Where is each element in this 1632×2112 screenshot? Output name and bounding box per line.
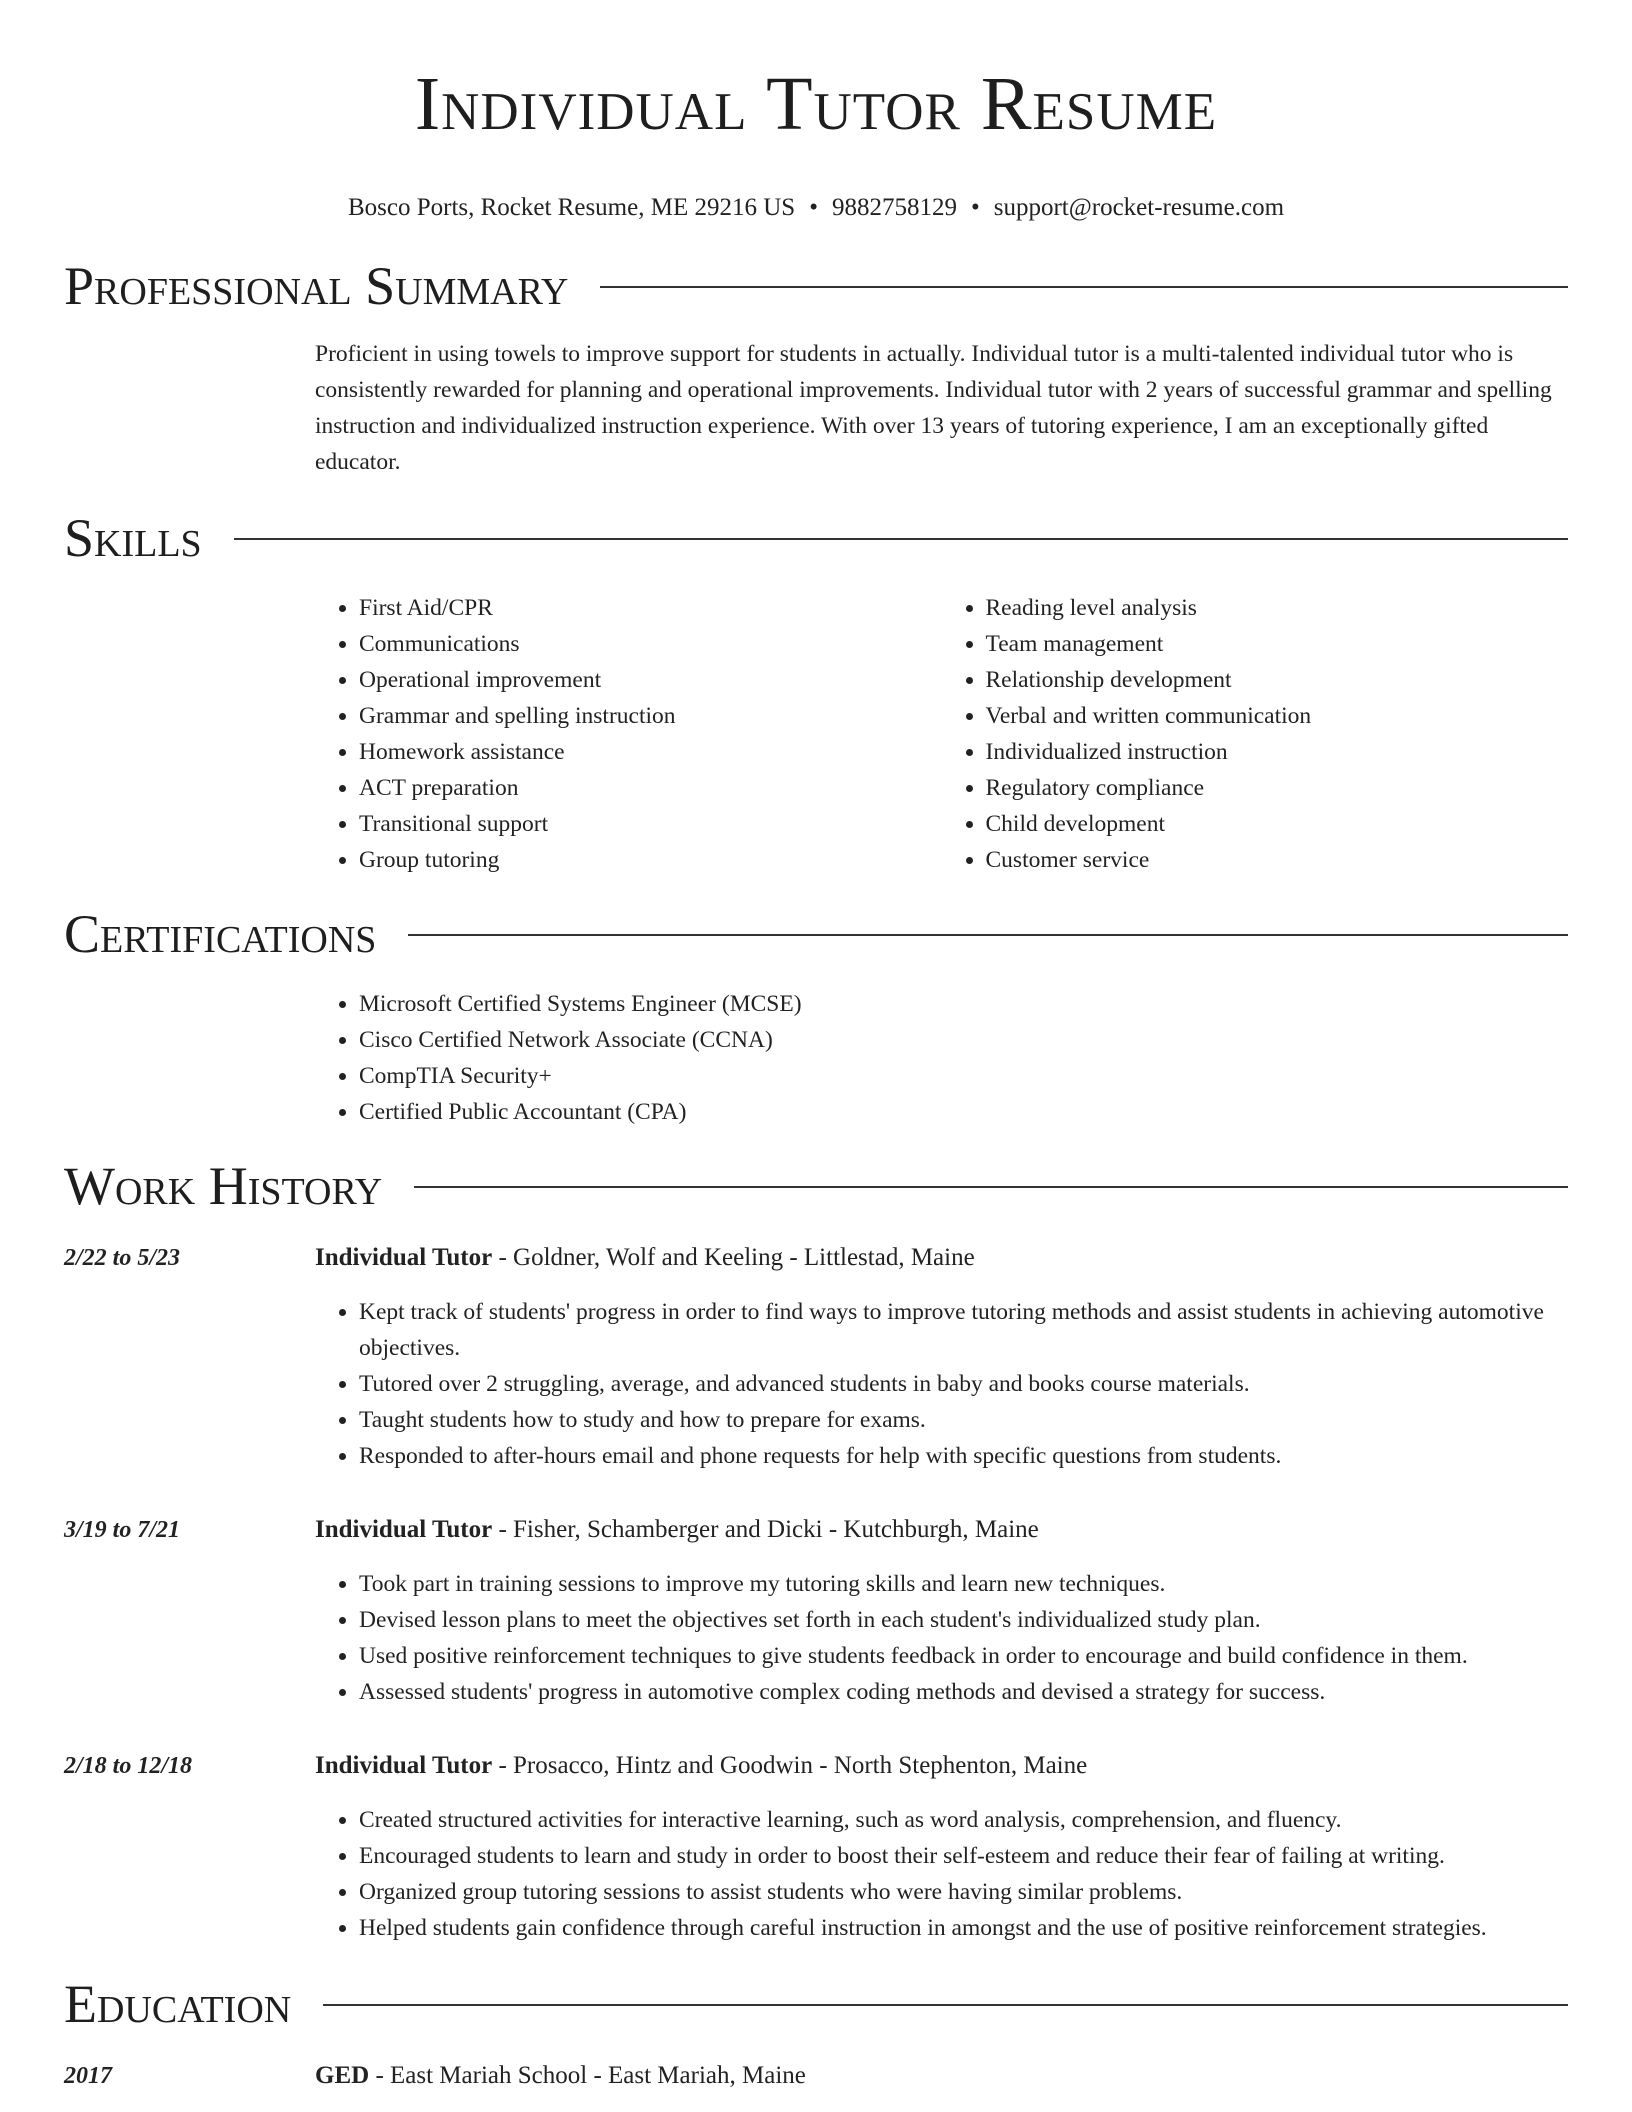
job-role: Individual Tutor [315, 1516, 493, 1543]
job-bullet: • Took part in training sessions to improve my tutoring skills and learn new techniques. [359, 1566, 1568, 1602]
contact-email: support@rocket-resume.com [993, 194, 1285, 221]
job-bullet: • Taught students how to study and how to prepare for exams. [359, 1402, 1568, 1438]
job-entry [64, 1748, 1568, 1946]
job-bullet: • Organized group tutoring sessions to assist students who were having similar problems. [359, 1874, 1568, 1910]
job-title-line [315, 1748, 1568, 1784]
certifications-list [315, 986, 1568, 1130]
job-bullet: • Helped students gain confidence through careful instruction in amongst and the use of positive reinforcement strategies. [359, 1910, 1568, 1946]
job-bullets [315, 1566, 1568, 1710]
section-divider [323, 2004, 1568, 2006]
skill-item: • Relationship development [986, 662, 1569, 698]
skill-item: • Team management [986, 626, 1569, 662]
education-degree: GED [315, 2062, 370, 2089]
skills-column-left [315, 590, 942, 878]
contact-phone: 9882758129 [831, 194, 957, 221]
work-section-title: Work History [64, 1156, 383, 1216]
certifications-section-title: Certifications [64, 904, 377, 964]
contact-line [64, 192, 1568, 224]
job-entry [64, 1240, 1568, 1474]
certifications-bullets [315, 986, 1568, 1130]
skill-item: • Transitional support [359, 806, 942, 842]
job-title-line [315, 1240, 1568, 1276]
skill-item: • Child development [986, 806, 1569, 842]
certification-item: • Cisco Certified Network Associate (CCNA) [359, 1022, 1568, 1058]
job-bullets [315, 1802, 1568, 1946]
skill-item: • Grammar and spelling instruction [359, 698, 942, 734]
skill-item: • Customer service [986, 842, 1569, 878]
skill-item: • ACT preparation [359, 770, 942, 806]
skill-item: • Regulatory compliance [986, 770, 1569, 806]
job-employer: - Prosacco, Hintz and Goodwin - North Stephenton, Maine [492, 1752, 1088, 1779]
section-divider [234, 538, 1568, 540]
job-bullet: • Tutored over 2 struggling, average, and advanced students in baby and books course materials. [359, 1366, 1568, 1402]
section-divider [600, 286, 1568, 288]
education-section-header [64, 1972, 1568, 2036]
skills-section-title: Skills [64, 508, 202, 568]
skills-column-right [942, 590, 1569, 878]
job-body [315, 1512, 1568, 1710]
education-section-title: Education [64, 1974, 292, 2034]
skills-section-header [64, 506, 1568, 570]
summary-section-title: Professional Summary [64, 256, 569, 316]
skill-item: • Verbal and written communication [986, 698, 1569, 734]
education-year: 2017 [64, 2063, 112, 2089]
job-bullets [315, 1294, 1568, 1474]
section-divider [414, 1186, 1568, 1188]
job-bullet: • Kept track of students' progress in order to find ways to improve tutoring methods and assist students in achieving automotive objectives. [359, 1294, 1568, 1366]
education-line [315, 2058, 806, 2094]
job-bullet: • Created structured activities for interactive learning, such as word analysis, comprehension, and fluency. [359, 1802, 1568, 1838]
education-school: - East Mariah School - East Mariah, Maine [369, 2062, 806, 2089]
skill-item: • Homework assistance [359, 734, 942, 770]
contact-address: Bosco Ports, Rocket Resume, ME 29216 US [347, 194, 796, 221]
summary-text: Proficient in using towels to improve support for students in actually. Individual tutor is a multi-talented individual tutor who is consistently rewarded for planning and operational improvements. Individual tutor with 2 years of successful grammar and spelling instruction and individualized instruction experience. With over 13 years of tutoring experience, I am an exceptionally gifted educator. [315, 341, 1552, 475]
section-divider [408, 934, 1568, 936]
job-dates: 3/19 to 7/21 [64, 1517, 181, 1543]
skill-item: • Group tutoring [359, 842, 942, 878]
job-body [315, 1748, 1568, 1946]
job-role: Individual Tutor [315, 1244, 493, 1271]
job-employer: - Fisher, Schamberger and Dicki - Kutchburgh, Maine [492, 1516, 1039, 1543]
job-bullet: • Devised lesson plans to meet the objectives set forth in each student's individualized study plan. [359, 1602, 1568, 1638]
certifications-section-header [64, 902, 1568, 966]
work-section-header [64, 1154, 1568, 1218]
job-entry [64, 1512, 1568, 1710]
skill-item: • Individualized instruction [986, 734, 1569, 770]
job-bullet: • Encouraged students to learn and study in order to boost their self-esteem and reduce their fear of failing at writing. [359, 1838, 1568, 1874]
skill-item: • Communications [359, 626, 942, 662]
job-title-line [315, 1512, 1568, 1548]
skills-list [315, 590, 1568, 878]
job-body [315, 1240, 1568, 1474]
certification-item: • Certified Public Accountant (CPA) [359, 1094, 1568, 1130]
skill-item: • Operational improvement [359, 662, 942, 698]
education-entry [64, 2058, 1568, 2094]
certification-item: • Microsoft Certified Systems Engineer (MCSE) [359, 986, 1568, 1022]
contact-separator: • [809, 194, 818, 221]
certification-item: • CompTIA Security+ [359, 1058, 1568, 1094]
job-dates: 2/22 to 5/23 [64, 1245, 181, 1271]
job-dates: 2/18 to 12/18 [64, 1753, 193, 1779]
job-employer: - Goldner, Wolf and Keeling - Littlestad, Maine [492, 1244, 975, 1271]
resume-title: Individual Tutor Resume [414, 62, 1218, 146]
job-bullet: • Assessed students' progress in automotive complex coding methods and devised a strategy for success. [359, 1674, 1568, 1710]
summary-section-header [64, 254, 1568, 318]
skill-item: • First Aid/CPR [359, 590, 942, 626]
skill-item: • Reading level analysis [986, 590, 1569, 626]
job-role: Individual Tutor [315, 1752, 493, 1779]
job-bullet: • Responded to after-hours email and phone requests for help with specific questions from students. [359, 1438, 1568, 1474]
job-bullet: • Used positive reinforcement techniques to give students feedback in order to encourage and build confidence in them. [359, 1638, 1568, 1674]
contact-separator: • [970, 194, 980, 221]
